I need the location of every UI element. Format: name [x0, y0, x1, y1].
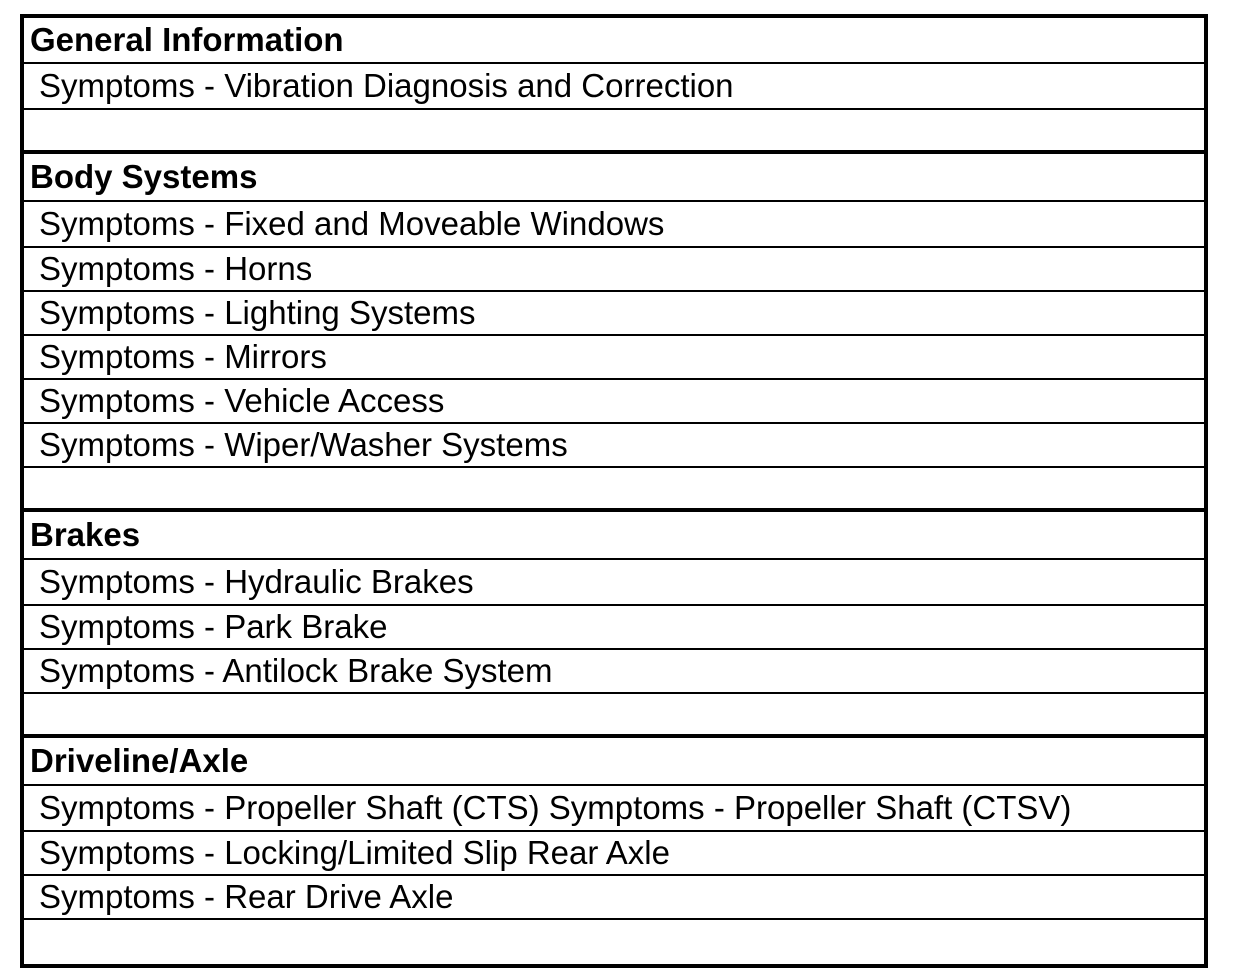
- table-row[interactable]: Symptoms - Wiper/Washer Systems: [24, 424, 1204, 468]
- table-row[interactable]: Symptoms - Propeller Shaft (CTS) Symptoms - Propeller Shaft (CTSV): [24, 786, 1204, 832]
- section-header-brakes: Brakes: [24, 512, 1204, 560]
- blank-row: [24, 110, 1204, 154]
- section-header-general-information: General Information: [24, 18, 1204, 64]
- table-row[interactable]: Symptoms - Horns: [24, 248, 1204, 292]
- table-row[interactable]: Symptoms - Locking/Limited Slip Rear Axle: [24, 832, 1204, 876]
- blank-row: [24, 694, 1204, 738]
- table-row[interactable]: Symptoms - Park Brake: [24, 606, 1204, 650]
- symptoms-table: [20, 14, 1208, 968]
- table-row[interactable]: Symptoms - Hydraulic Brakes: [24, 560, 1204, 606]
- table-row[interactable]: Symptoms - Mirrors: [24, 336, 1204, 380]
- blank-row: [24, 468, 1204, 512]
- table-row[interactable]: Symptoms - Rear Drive Axle: [24, 876, 1204, 920]
- section-header-driveline-axle: Driveline/Axle: [24, 738, 1204, 786]
- table-row[interactable]: Symptoms - Vehicle Access: [24, 380, 1204, 424]
- table-row[interactable]: Symptoms - Antilock Brake System: [24, 650, 1204, 694]
- table-row[interactable]: Symptoms - Vibration Diagnosis and Correction: [24, 64, 1204, 110]
- table-row[interactable]: Symptoms - Lighting Systems: [24, 292, 1204, 336]
- blank-row: [24, 920, 1204, 964]
- section-header-body-systems: Body Systems: [24, 154, 1204, 202]
- table-row[interactable]: Symptoms - Fixed and Moveable Windows: [24, 202, 1204, 248]
